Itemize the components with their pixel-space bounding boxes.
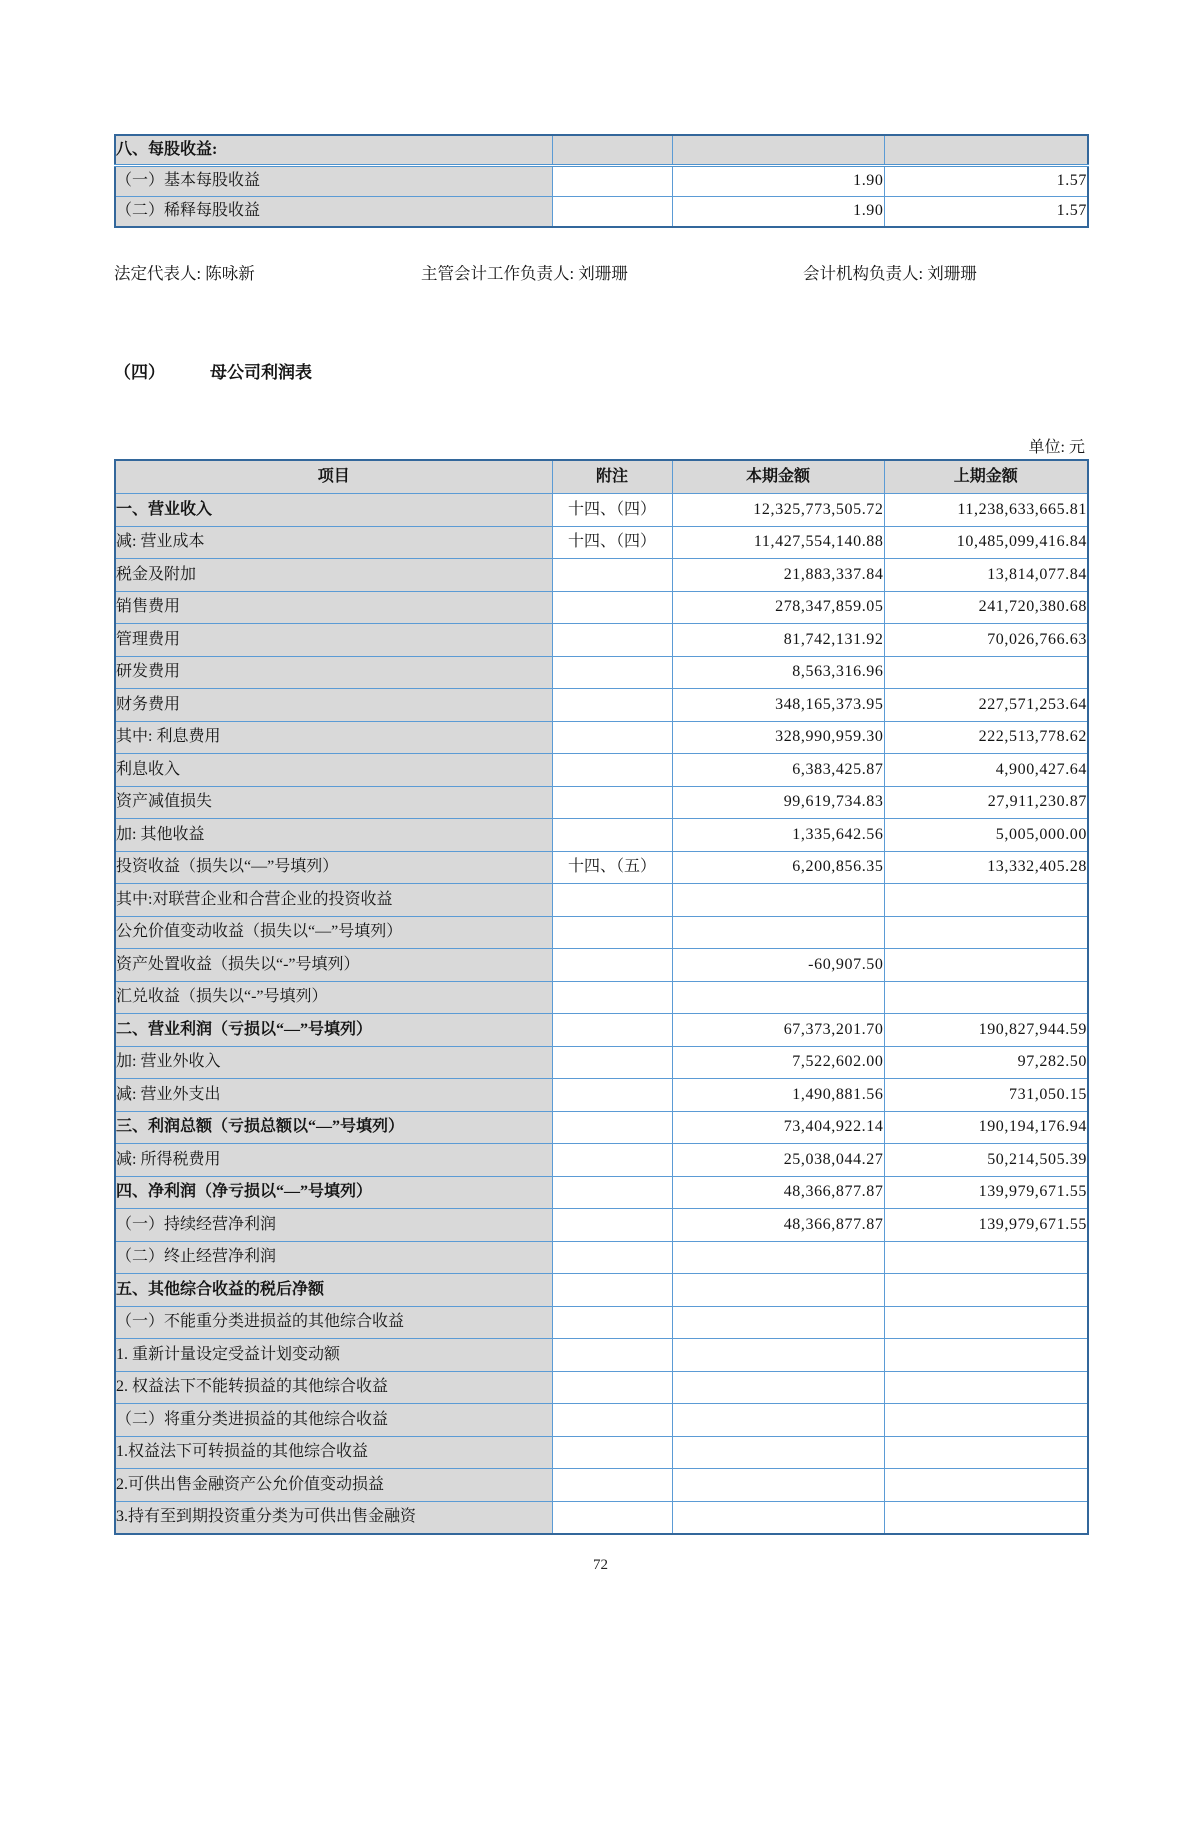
item-label-cell: 投资收益（损失以“—”号填列） — [115, 851, 552, 884]
column-header-current-amount: 本期金额 — [672, 460, 884, 494]
note-cell — [552, 916, 672, 949]
note-cell — [552, 196, 672, 227]
income-table-body — [115, 494, 1088, 1534]
item-label-cell: 一、营业收入 — [115, 494, 552, 527]
item-label-cell: 减: 所得税费用 — [115, 1144, 552, 1177]
prior-amount-cell — [884, 916, 1088, 949]
current-amount-cell: 99,619,734.83 — [672, 786, 884, 819]
table-row — [115, 1111, 1088, 1144]
current-amount-cell: 348,165,373.95 — [672, 689, 884, 722]
item-label-cell: 利息收入 — [115, 754, 552, 787]
current-amount-cell: 1,490,881.56 — [672, 1079, 884, 1112]
note-cell — [552, 1241, 672, 1274]
current-amount-cell: 278,347,859.05 — [672, 591, 884, 624]
prior-amount-cell — [884, 1274, 1088, 1307]
item-label-cell: 2. 权益法下不能转损益的其他综合收益 — [115, 1371, 552, 1404]
head-of-accounting-body-label: 会计机构负责人: 刘珊珊 — [803, 263, 977, 283]
prior-amount-cell — [884, 1371, 1088, 1404]
item-label-cell: 1.权益法下可转损益的其他综合收益 — [115, 1436, 552, 1469]
table-row — [115, 851, 1088, 884]
chief-of-accounting-work-label: 主管会计工作负责人: 刘珊珊 — [421, 263, 628, 283]
item-label-cell: 四、净利润（净亏损以“—”号填列） — [115, 1176, 552, 1209]
current-amount-cell: 67,373,201.70 — [672, 1014, 884, 1047]
prior-amount-cell: 4,900,427.64 — [884, 754, 1088, 787]
item-label-cell: 五、其他综合收益的税后净额 — [115, 1274, 552, 1307]
section-title: 母公司利润表 — [210, 362, 312, 382]
current-amount-cell — [672, 981, 884, 1014]
current-amount-cell — [672, 1241, 884, 1274]
table-row — [115, 916, 1088, 949]
prior-amount-cell: 27,911,230.87 — [884, 786, 1088, 819]
note-cell — [552, 1144, 672, 1177]
item-label-cell: 其中: 利息费用 — [115, 721, 552, 754]
prior-amount-cell: 190,194,176.94 — [884, 1111, 1088, 1144]
note-cell — [552, 1339, 672, 1372]
table-row — [115, 819, 1088, 852]
header-row — [115, 460, 1088, 494]
table-row — [115, 786, 1088, 819]
table-row — [115, 166, 1088, 197]
prior-amount-cell — [884, 135, 1088, 166]
item-label-cell: 3.持有至到期投资重分类为可供出售金融资 — [115, 1501, 552, 1534]
table-row — [115, 1176, 1088, 1209]
note-cell — [552, 754, 672, 787]
prior-amount-cell — [884, 656, 1088, 689]
note-cell — [552, 981, 672, 1014]
table-row — [115, 1046, 1088, 1079]
prior-amount-cell — [884, 1241, 1088, 1274]
prior-amount-cell: 10,485,099,416.84 — [884, 526, 1088, 559]
item-label-cell: 汇兑收益（损失以“-”号填列） — [115, 981, 552, 1014]
column-header-prior-amount: 上期金额 — [884, 460, 1088, 494]
prior-amount-cell — [884, 1469, 1088, 1502]
table-row — [115, 1469, 1088, 1502]
note-cell — [552, 1176, 672, 1209]
current-amount-cell — [672, 1339, 884, 1372]
item-label-cell: 2.可供出售金融资产公允价值变动损益 — [115, 1469, 552, 1502]
item-label-cell: 资产处置收益（损失以“-”号填列） — [115, 949, 552, 982]
current-amount-cell — [672, 1404, 884, 1437]
table-row — [115, 591, 1088, 624]
prior-amount-cell: 11,238,633,665.81 — [884, 494, 1088, 527]
item-label-cell: 其中:对联营企业和合营企业的投资收益 — [115, 884, 552, 917]
table-row — [115, 656, 1088, 689]
table-row — [115, 981, 1088, 1014]
item-label-cell: 税金及附加 — [115, 559, 552, 592]
item-label-cell: 减: 营业成本 — [115, 526, 552, 559]
table-row — [115, 1436, 1088, 1469]
eps-table-body — [115, 135, 1088, 227]
note-cell — [552, 1046, 672, 1079]
current-amount-cell: -60,907.50 — [672, 949, 884, 982]
note-cell — [552, 656, 672, 689]
table-row — [115, 1144, 1088, 1177]
prior-amount-cell: 1.57 — [884, 166, 1088, 197]
note-cell — [552, 1306, 672, 1339]
current-amount-cell: 1,335,642.56 — [672, 819, 884, 852]
item-label-cell: 管理费用 — [115, 624, 552, 657]
current-amount-cell: 7,522,602.00 — [672, 1046, 884, 1079]
note-cell — [552, 1501, 672, 1534]
table-row — [115, 494, 1088, 527]
prior-amount-cell — [884, 1339, 1088, 1372]
document-page — [114, 134, 1087, 1574]
note-cell — [552, 135, 672, 166]
current-amount-cell: 81,742,131.92 — [672, 624, 884, 657]
current-amount-cell — [672, 1436, 884, 1469]
current-amount-cell: 8,563,316.96 — [672, 656, 884, 689]
current-amount-cell — [672, 1306, 884, 1339]
note-cell — [552, 1371, 672, 1404]
note-cell — [552, 884, 672, 917]
prior-amount-cell: 241,720,380.68 — [884, 591, 1088, 624]
item-label-cell: 1. 重新计量设定受益计划变动额 — [115, 1339, 552, 1372]
eps-table — [114, 134, 1089, 228]
note-cell: 十四、（五） — [552, 851, 672, 884]
current-amount-cell: 328,990,959.30 — [672, 721, 884, 754]
table-row — [115, 624, 1088, 657]
note-cell — [552, 624, 672, 657]
section-heading — [114, 358, 1087, 382]
note-cell — [552, 1436, 672, 1469]
prior-amount-cell: 13,332,405.28 — [884, 851, 1088, 884]
current-amount-cell — [672, 1371, 884, 1404]
prior-amount-cell: 1.57 — [884, 196, 1088, 227]
item-label-cell: 销售费用 — [115, 591, 552, 624]
current-amount-cell: 1.90 — [672, 166, 884, 197]
table-row — [115, 1371, 1088, 1404]
current-amount-cell — [672, 135, 884, 166]
note-cell — [552, 1111, 672, 1144]
prior-amount-cell — [884, 981, 1088, 1014]
current-amount-cell — [672, 884, 884, 917]
unit-label: 单位: 元 — [1028, 438, 1085, 456]
prior-amount-cell — [884, 1404, 1088, 1437]
current-amount-cell — [672, 916, 884, 949]
income-statement-table — [114, 459, 1089, 1535]
note-cell: 十四、（四） — [552, 494, 672, 527]
current-amount-cell: 48,366,877.87 — [672, 1176, 884, 1209]
current-amount-cell — [672, 1274, 884, 1307]
table-row — [115, 196, 1088, 227]
prior-amount-cell — [884, 1306, 1088, 1339]
prior-amount-cell — [884, 949, 1088, 982]
item-label-cell: 公允价值变动收益（损失以“—”号填列） — [115, 916, 552, 949]
prior-amount-cell — [884, 884, 1088, 917]
prior-amount-cell: 50,214,505.39 — [884, 1144, 1088, 1177]
item-label-cell: （二）终止经营净利润 — [115, 1241, 552, 1274]
prior-amount-cell: 731,050.15 — [884, 1079, 1088, 1112]
item-label-cell: 三、利润总额（亏损总额以“—”号填列） — [115, 1111, 552, 1144]
note-cell — [552, 819, 672, 852]
prior-amount-cell: 5,005,000.00 — [884, 819, 1088, 852]
table-row — [115, 1209, 1088, 1242]
prior-amount-cell: 97,282.50 — [884, 1046, 1088, 1079]
prior-amount-cell: 13,814,077.84 — [884, 559, 1088, 592]
prior-amount-cell — [884, 1436, 1088, 1469]
income-table-header — [115, 460, 1088, 494]
note-cell — [552, 689, 672, 722]
current-amount-cell: 12,325,773,505.72 — [672, 494, 884, 527]
signature-line — [114, 260, 1087, 282]
table-row — [115, 1241, 1088, 1274]
note-cell — [552, 721, 672, 754]
table-row — [115, 559, 1088, 592]
table-row — [115, 135, 1088, 166]
current-amount-cell: 6,200,856.35 — [672, 851, 884, 884]
item-label-cell: 减: 营业外支出 — [115, 1079, 552, 1112]
item-label-cell: 加: 其他收益 — [115, 819, 552, 852]
note-cell — [552, 1274, 672, 1307]
current-amount-cell: 21,883,337.84 — [672, 559, 884, 592]
table-row — [115, 1306, 1088, 1339]
item-label-cell: （一）持续经营净利润 — [115, 1209, 552, 1242]
page-number: 72 — [593, 1556, 608, 1573]
table-row — [115, 1014, 1088, 1047]
current-amount-cell — [672, 1469, 884, 1502]
table-row — [115, 1079, 1088, 1112]
prior-amount-cell: 139,979,671.55 — [884, 1209, 1088, 1242]
note-cell — [552, 949, 672, 982]
current-amount-cell: 6,383,425.87 — [672, 754, 884, 787]
note-cell — [552, 591, 672, 624]
prior-amount-cell: 227,571,253.64 — [884, 689, 1088, 722]
current-amount-cell: 73,404,922.14 — [672, 1111, 884, 1144]
legal-representative-label: 法定代表人: 陈咏新 — [114, 263, 255, 283]
current-amount-cell: 11,427,554,140.88 — [672, 526, 884, 559]
note-cell — [552, 166, 672, 197]
column-header-item: 项目 — [115, 460, 552, 494]
note-cell — [552, 786, 672, 819]
current-amount-cell: 25,038,044.27 — [672, 1144, 884, 1177]
prior-amount-cell: 190,827,944.59 — [884, 1014, 1088, 1047]
table-row — [115, 1501, 1088, 1534]
prior-amount-cell: 139,979,671.55 — [884, 1176, 1088, 1209]
table-row — [115, 884, 1088, 917]
note-cell — [552, 1079, 672, 1112]
item-label-cell: （二）稀释每股收益 — [115, 196, 552, 227]
table-row — [115, 721, 1088, 754]
item-label-cell: 资产减值损失 — [115, 786, 552, 819]
prior-amount-cell: 70,026,766.63 — [884, 624, 1088, 657]
note-cell — [552, 1014, 672, 1047]
current-amount-cell — [672, 1501, 884, 1534]
prior-amount-cell: 222,513,778.62 — [884, 721, 1088, 754]
table-row — [115, 526, 1088, 559]
item-label-cell: （二）将重分类进损益的其他综合收益 — [115, 1404, 552, 1437]
note-cell — [552, 1469, 672, 1502]
note-cell — [552, 559, 672, 592]
item-label-cell: 二、营业利润（亏损以“—”号填列） — [115, 1014, 552, 1047]
table-row — [115, 1404, 1088, 1437]
item-label-cell: 研发费用 — [115, 656, 552, 689]
note-cell: 十四、（四） — [552, 526, 672, 559]
note-cell — [552, 1209, 672, 1242]
table-row — [115, 754, 1088, 787]
column-header-note: 附注 — [552, 460, 672, 494]
item-label-cell: 加: 营业外收入 — [115, 1046, 552, 1079]
prior-amount-cell — [884, 1501, 1088, 1534]
item-label-cell: （一）基本每股收益 — [115, 166, 552, 197]
table-row — [115, 1339, 1088, 1372]
item-label-cell: 八、每股收益: — [115, 135, 552, 166]
item-label-cell: 财务费用 — [115, 689, 552, 722]
current-amount-cell: 1.90 — [672, 196, 884, 227]
table-row — [115, 1274, 1088, 1307]
section-index: （四） — [114, 362, 165, 382]
table-row — [115, 949, 1088, 982]
current-amount-cell: 48,366,877.87 — [672, 1209, 884, 1242]
note-cell — [552, 1404, 672, 1437]
item-label-cell: （一）不能重分类进损益的其他综合收益 — [115, 1306, 552, 1339]
table-row — [115, 689, 1088, 722]
